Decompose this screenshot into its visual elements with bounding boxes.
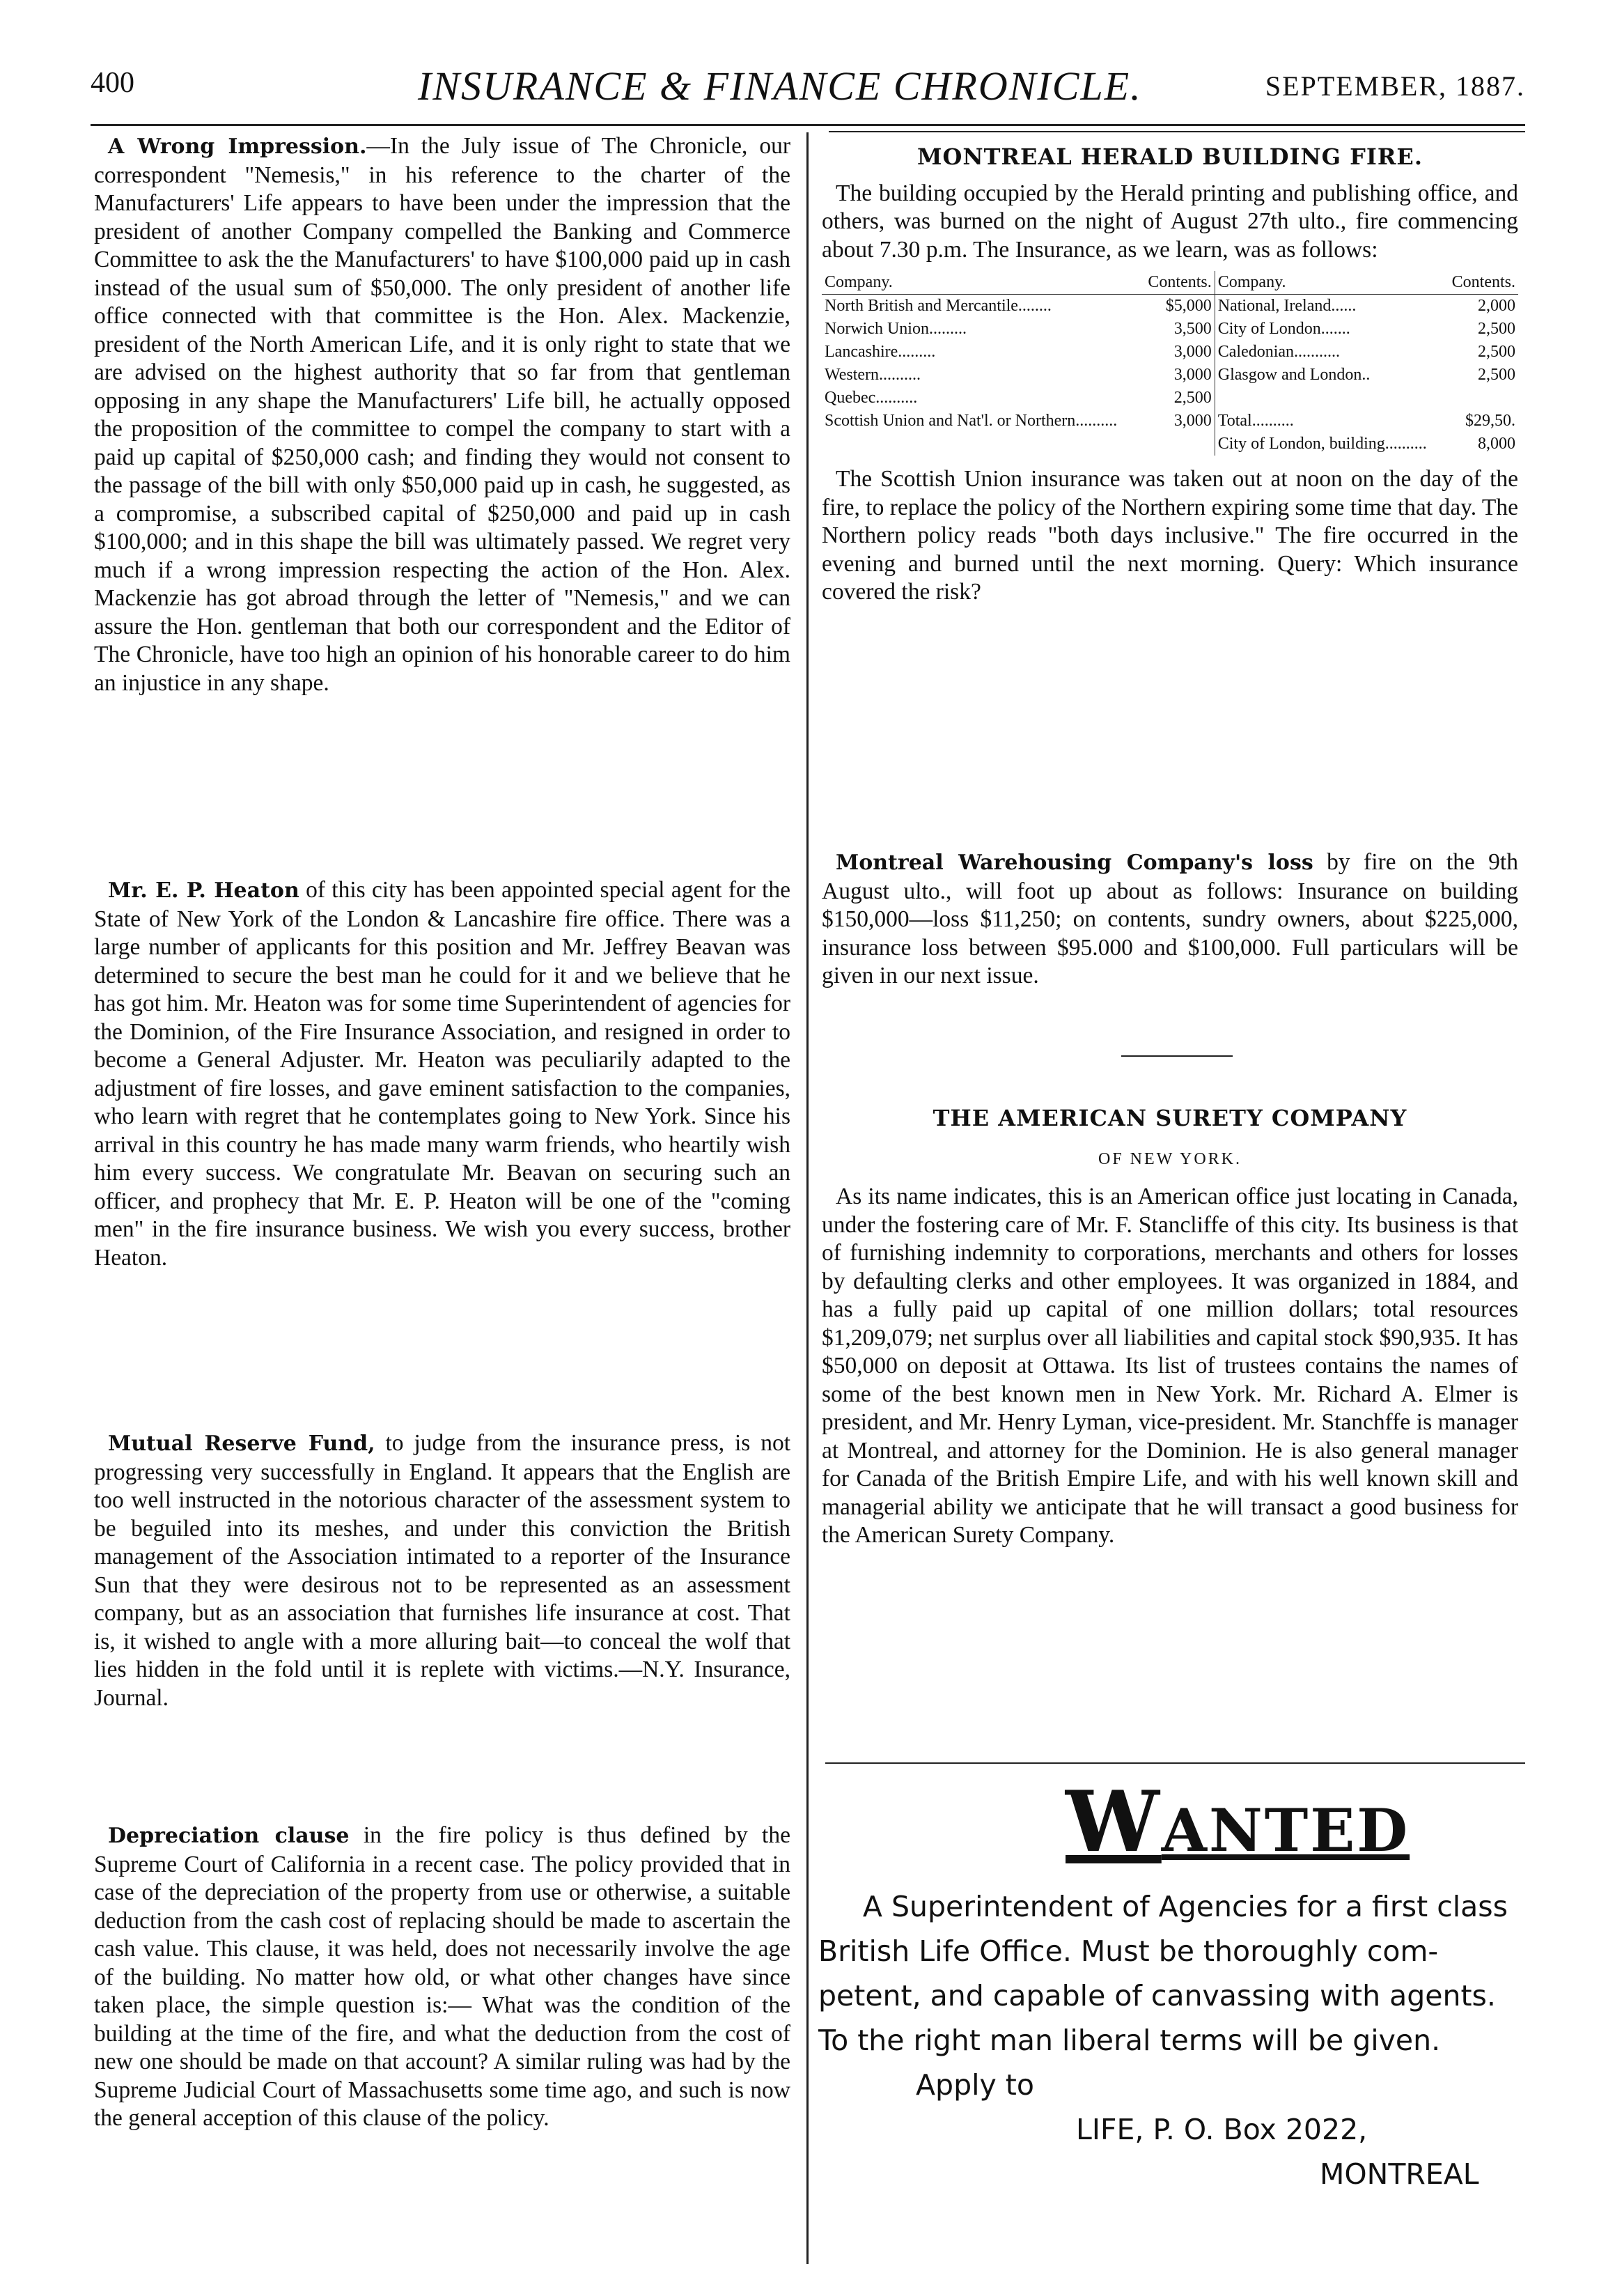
masthead-title: INSURANCE & FINANCE CHRONICLE. xyxy=(418,63,1142,109)
table-cell: Lancashire......... xyxy=(825,343,936,361)
header-rule-secondary xyxy=(829,131,1525,132)
table-cell: Quebec.......... xyxy=(825,389,918,407)
article-intro: The building occupied by the Herald printing and publishing office, and others, was burned on the night of August 27th ulto., fire commencing about 7.30 p.m. The Insurance, as we learn, was as follows: xyxy=(822,180,1518,263)
table-cell: National, Ireland...... xyxy=(1215,295,1444,318)
article-heading: MONTREAL HERALD BUILDING FIRE. xyxy=(917,144,1423,170)
table-row xyxy=(822,387,1518,410)
ad-line: petent, and capable of canvassing with agents. xyxy=(818,1979,1496,2012)
article-mutual-reserve xyxy=(94,1429,790,1712)
table-row xyxy=(822,318,1518,341)
article-body: in the fire policy is thus defined by the Supreme Court of California in a recent case. The policy provided that in case of the depreciation of the property from use or otherwise, a suitable deduction from the cash cost of replacing should be made to ascertain the cash value. This clause, it was held, does not necessarily involve the age of the building. No matter how old, or what other changes have since taken place, the simple question is:— What was the condition of the building at the time of the fire, and what the deduction from the cost of new one should be made on that account? A similar ruling was had by the Supreme Judicial Court of Massachusetts some time ago, and such is now the general acception of this clause of the policy. xyxy=(94,1822,790,2131)
ad-apply: Apply to xyxy=(916,2068,1034,2102)
table-row xyxy=(822,364,1518,387)
article-subheading: OF NEW YORK. xyxy=(1098,1149,1242,1168)
article-body: of this city has been appointed special agent for the State of New York of the London & Lancashire fire office. There was a large number of applicants for this position and Mr. Jeffrey Beavan was determined to secure the best man he could for it and we believe that he has got him. Mr. Heaton was for some time Superintendent of agencies for the Dominion, of the Fire Insurance Association, and resigned in order to become a General Adjuster. Mr. Heaton was peculiarily adapted to the adjustment of fire losses, and gave eminent satisfaction to the companies, who learn with regret that he contemplates going to New York. Since his arrival in this country he has made many warm friends, who heartily wish him every success. We congratulate Mr. Beavan on securing such an officer, and prophecy that Mr. E. P. Heaton will be one of the "coming men" in the fire insurance business. We wish you every success, brother Heaton. xyxy=(94,877,790,1271)
article-body: As its name indicates, this is an American office just locating in Canada, under the fostering care of Mr. F. Stancliffe of this city. Its business is that of furnishing indemnity to corporations, merchants and others for losses by defaulting clerks and other employees. It was organized in 1884, and has a fully paid up capital of one million dollars; total resources $1,209,079; net surplus over all liabilities and capital stock $90,935. It has $50,000 on deposit at Ottawa. Its list of trustees contains the names of some of the best known men in New York. Mr. Richard A. Elmer is president, and Mr. Henry Lyman, vice-president. Mr. Stanchffe is manager at Montreal, and attorney for the Dominion. He is also general manager for Canada of the British Empire Life, and with his well known skill and managerial ability we anticipate that he will transact a good business for the American Surety Company. xyxy=(822,1184,1518,1548)
ad-address: LIFE, P. O. Box 2022, xyxy=(1076,2113,1368,2146)
page-number: 400 xyxy=(91,67,134,99)
table-cell: $5,000 xyxy=(1165,297,1212,315)
wanted-rest: ANTED xyxy=(1161,1796,1410,1865)
table-header: Contents. xyxy=(1444,271,1518,295)
article-lead: Montreal Warehousing Company's loss xyxy=(836,851,1313,875)
table-cell: Norwich Union......... xyxy=(825,320,967,338)
article-body: The Scottish Union insurance was taken out at noon on the day of the fire, to replace the policy of the Northern expiring some time that day. The Northern policy reads "both days inclusive." The fire occurred in the evening and burned until the next morning. Query: Which insurance covered the risk? xyxy=(822,466,1518,605)
article-lead: Mutual Reserve Fund, xyxy=(108,1432,375,1456)
table-row xyxy=(822,295,1518,318)
issue-date: SEPTEMBER, 1887. xyxy=(1265,70,1525,102)
wanted-title xyxy=(1066,1773,1410,1871)
wanted-ad-body xyxy=(818,1884,1522,2196)
article-lead: Mr. E. P. Heaton xyxy=(108,878,299,903)
header-rule xyxy=(91,124,1525,126)
table-cell: City of London....... xyxy=(1215,318,1444,341)
table-header: Contents. xyxy=(1141,271,1215,295)
section-rule xyxy=(1121,1055,1233,1057)
table-cell: 3,000 xyxy=(1173,366,1212,384)
column-divider xyxy=(806,132,809,2264)
article-american-surety xyxy=(822,1104,1518,1550)
article-depreciation xyxy=(94,1822,790,2133)
article-body: —In the July issue of The Chronicle, our correspondent "Nemesis," in his reference to the charter of the Manufacturers' Life appears to have been under the impression that the president of another Company compelled the Banking and Commerce Committee to ask the the Manufacturers' to have $100,000 paid up in cash instead of the usual sum of $50,000. The only president of another life office connected with that committee is the Hon. Alex. Mackenzie, president of the North American Life, and it is only right to state that we are advised on the highest authority that so far from that gentleman opposing in any shape the Manufacturers' Life bill, he actually opposed the proposition of the committee to compel the company to start with a paid up capital of $250,000 cash; and finding they would not consent to the passage of the bill with only $50,000 paid up in cash, he suggested, as a compromise, a subscribed capital of $250,000 and paid up in cash $100,000; and in this shape the bill was ultimately passed. We regret very much if a wrong impression respecting the action of the Hon. Alex. Mackenzie has got abroad through the letter of "Nemesis," and we can assure the Hon. gentleman that both our correspondent and the Editor of The Chronicle, have too high an opinion of his honorable career to do him an injustice in any shape. xyxy=(94,133,790,696)
page-header xyxy=(91,63,1525,118)
table-cell: City of London, building.......... xyxy=(1215,433,1444,456)
table-row xyxy=(822,341,1518,364)
article-warehousing xyxy=(822,848,1518,991)
table-row xyxy=(822,433,1518,456)
wanted-initial: W xyxy=(1066,1773,1162,1871)
table-cell xyxy=(1215,387,1444,410)
table-cell: Western.......... xyxy=(825,366,921,384)
table-cell: North British and Mercantile........ xyxy=(825,297,1052,315)
table-header: Company. xyxy=(822,271,1141,295)
table-cell: Total.......... xyxy=(1215,410,1444,433)
table-row xyxy=(822,410,1518,433)
article-heading: THE AMERICAN SURETY COMPANY xyxy=(933,1105,1407,1131)
table-cell: 2,500 xyxy=(1478,366,1515,384)
table-cell: $29,50. xyxy=(1465,412,1515,430)
ad-top-rule xyxy=(825,1762,1525,1764)
ad-line: British Life Office. Must be thoroughly com- xyxy=(818,1934,1439,1968)
article-body: by fire on the 9th August ulto., will foot up about as follows: Insurance on building $150,000—loss $11,250; on contents, sundry owners, about $225,000, insurance loss between $95.000 and $100,000. Full particulars will be given in our next issue. xyxy=(822,849,1518,988)
article-lead: Depreciation clause xyxy=(108,1824,350,1848)
table-cell: Caledonian........... xyxy=(1215,341,1444,364)
table-cell: Glasgow and London.. xyxy=(1215,364,1444,387)
ad-line: A Superintendent of Agencies for a first class xyxy=(862,1890,1508,1923)
article-heaton xyxy=(94,876,790,1272)
table-cell: 8,000 xyxy=(1478,435,1515,453)
table-cell: 2,500 xyxy=(1478,320,1515,338)
insurance-table xyxy=(822,271,1518,456)
table-cell xyxy=(1444,387,1518,410)
table-cell: 3,000 xyxy=(1173,412,1212,430)
article-wrong-impression xyxy=(94,132,790,697)
table-cell xyxy=(822,433,1141,456)
article-herald-fire xyxy=(822,143,1518,607)
table-header: Company. xyxy=(1215,271,1444,295)
table-cell: Scottish Union and Nat'l. or Northern.......... xyxy=(825,412,1118,430)
ad-city: MONTREAL xyxy=(1320,2157,1479,2191)
table-cell: 3,000 xyxy=(1173,343,1212,361)
article-lead: A Wrong Impression. xyxy=(108,134,367,159)
table-cell: 3,500 xyxy=(1173,320,1212,338)
ad-line: To the right man liberal terms will be given. xyxy=(818,2024,1441,2057)
table-header-row xyxy=(822,271,1518,295)
table-cell: 2,500 xyxy=(1173,389,1212,407)
table-cell: 2,000 xyxy=(1478,297,1515,315)
article-body: to judge from the insurance press, is not progressing very successfully in England. It appears that the English are too well instructed in the notorious character of the assessment system to be beguiled into its meshes, and under this conviction the British management of the Association intimated to a reporter of the Insurance Sun that they were desirous not to be represented as an assessment company, but as an association that furnishes life insurance at cost. That is, it wished to angle with a more alluring bait—to conceal the wolf that lies hidden in the fold until it is replete with victims.—N.Y. Insurance, Journal. xyxy=(94,1430,791,1711)
table-cell xyxy=(1141,433,1215,456)
table-cell: 2,500 xyxy=(1478,343,1515,361)
